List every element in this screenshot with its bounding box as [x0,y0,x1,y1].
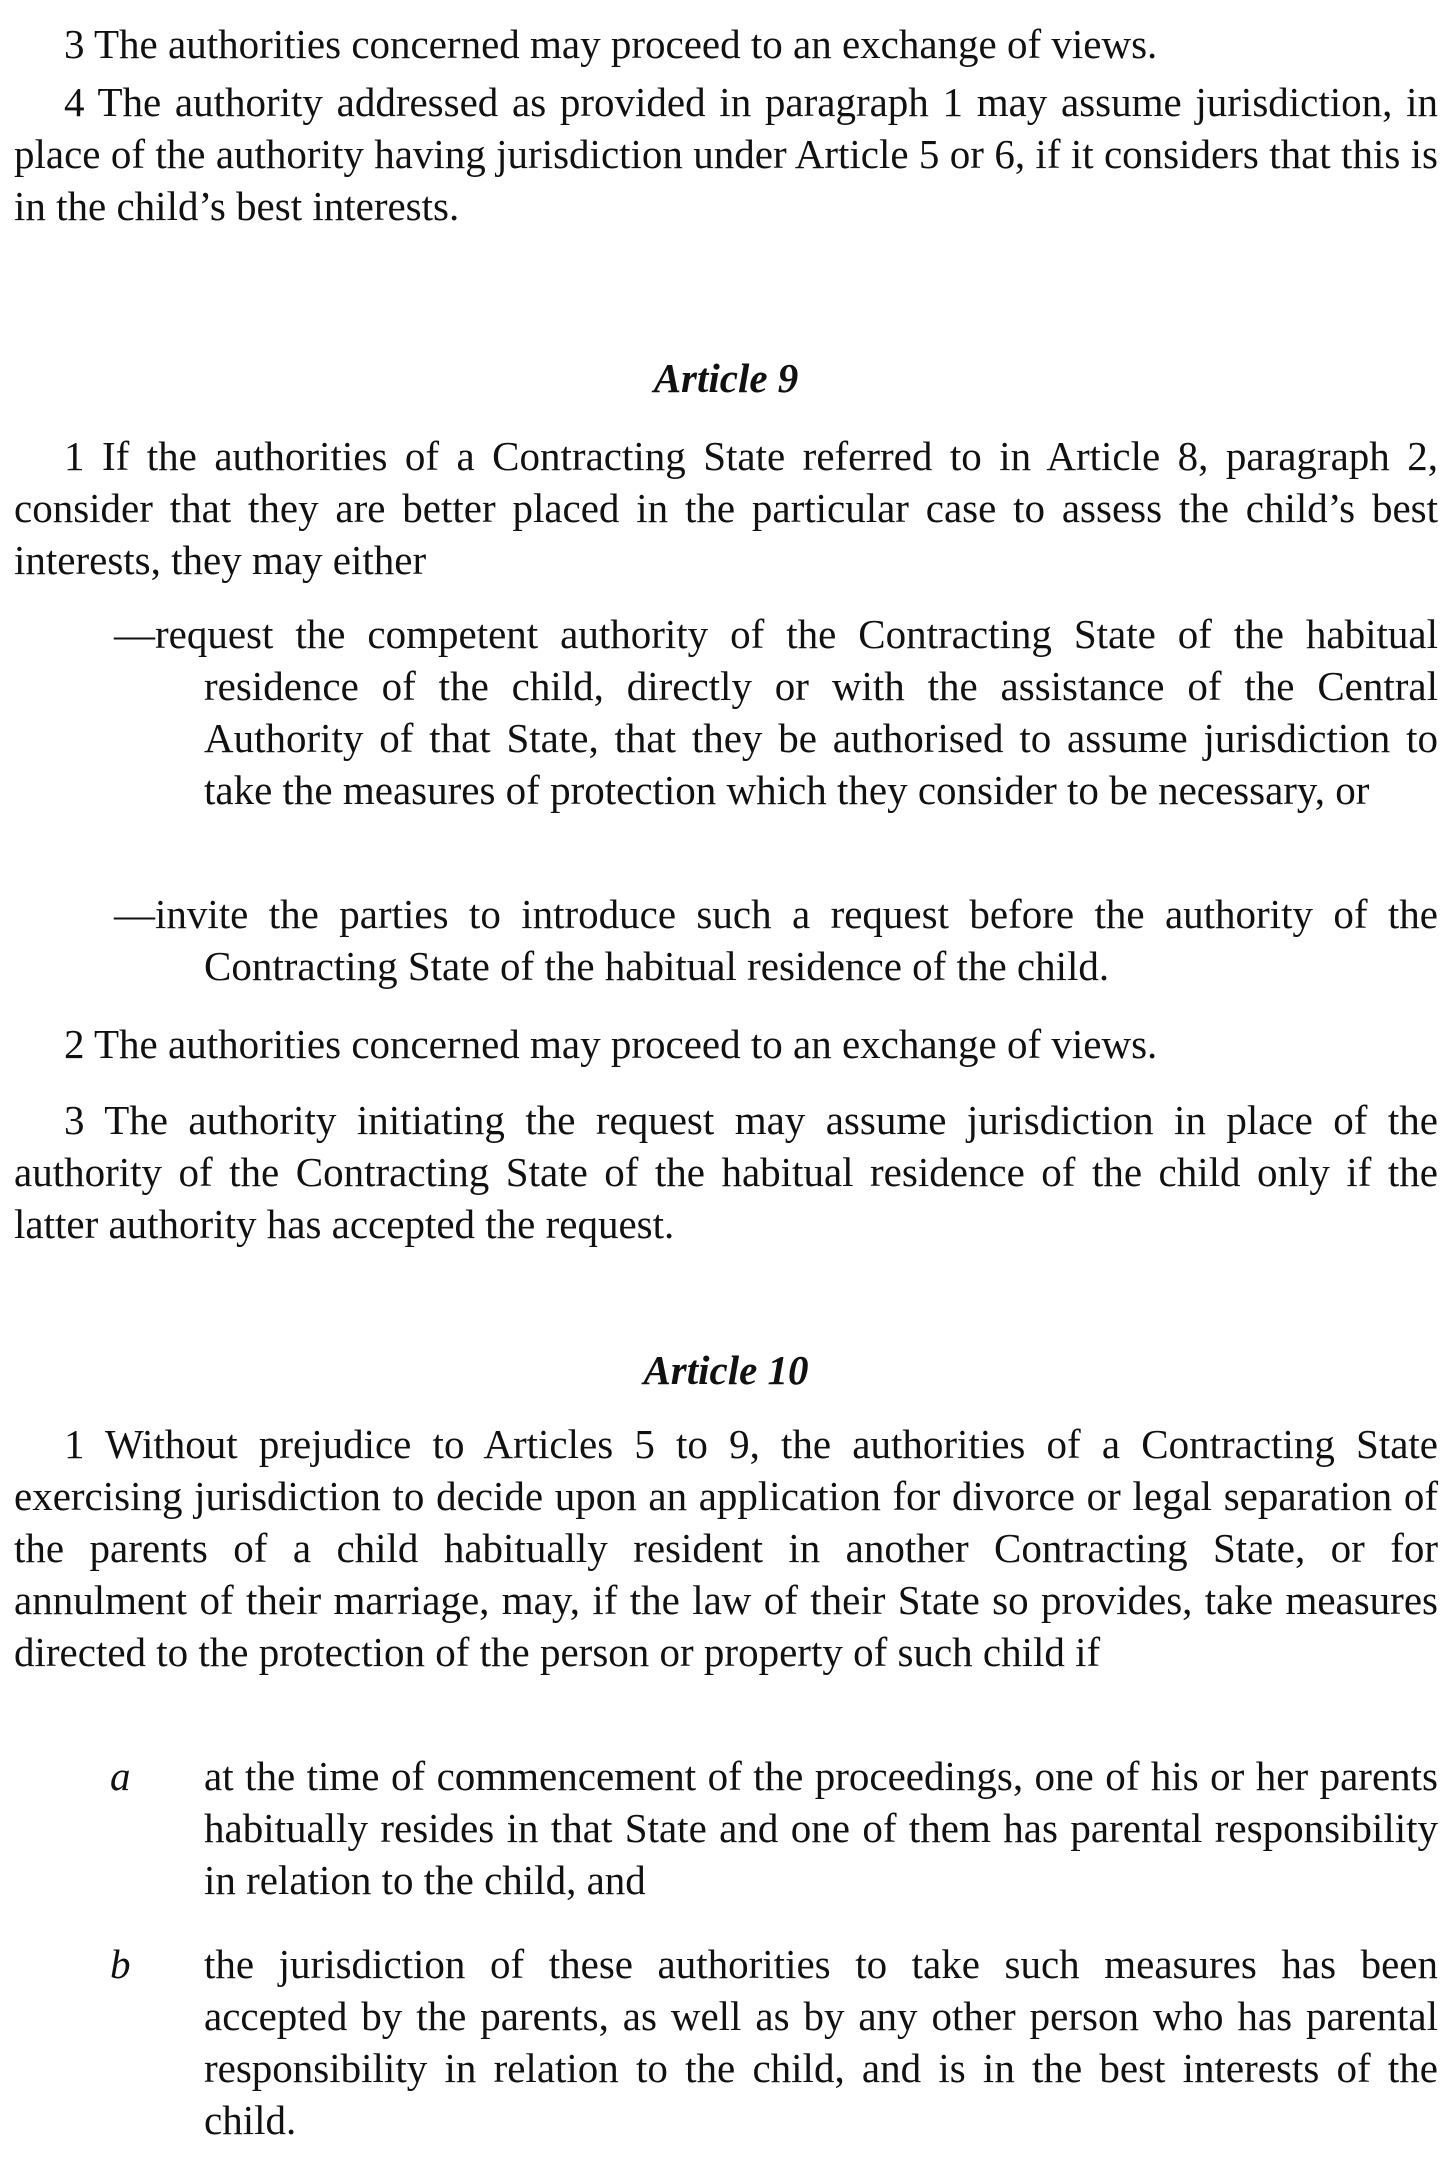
list-item-marker: a [110,1753,131,1799]
article9-heading: Article 9 [653,355,799,401]
article8-paragraph-4: 4 The authority addressed as provided in paragraph 1 may assume jurisdiction, in place of the authority having jurisdiction under Article 5 or 6, if it considers that this is in the child’s best interests. [14,79,1438,229]
article10-list-item-b [14,1938,1438,2146]
article9-paragraph-2: 2 The authorities concerned may proceed to an exchange of views. [64,1021,1158,1067]
article9-paragraph-3: 3 The authority initiating the request may assume jurisdiction in place of the authority of the Contracting State of the habitual residence of the child only if the latter authority has accepted the request. [14,1097,1438,1247]
article9-paragraph-1: 1 If the authorities of a Contracting State referred to in Article 8, paragraph 2, consider that they are better placed in the particular case to assess the child’s best interests, they may either [14,433,1438,583]
article8-paragraph-3: 3 The authorities concerned may proceed to an exchange of views. [64,21,1158,67]
article9-dash-item-2: —invite the parties to introduce such a request before the authority of the Contracting State of the habitual residence of the child. [114,891,1438,989]
article10-list-item-a [14,1750,1438,1906]
article10-heading: Article 10 [643,1347,809,1393]
list-item-marker: b [110,1941,131,1987]
list-item-text: the jurisdiction of these authorities to take such measures has been accepted by the parents, as well as by any other person who has parental responsibility in relation to the child, and is in the best interests of the child. [204,1941,1438,2143]
list-item-text: at the time of commencement of the proceedings, one of his or her parents habitually resides in that State and one of them has parental responsibility in relation to the child, and [204,1753,1438,1903]
article9-dash-item-1: —request the competent authority of the Contracting State of the habitual residence of the child, directly or with the assistance of the Central Authority of that State, that they be authorised to assume jurisdiction to take the measures of protection which they consider to be necessary, or [114,611,1438,813]
article10-paragraph-1: 1 Without prejudice to Articles 5 to 9, the authorities of a Contracting State exercising jurisdiction to decide upon an application for divorce or legal separation of the parents of a child habitually resident in another Contracting State, or for annulment of their marriage, may, if the law of their State so provides, take measures directed to the protection of the person or property of such child if [14,1421,1438,1675]
